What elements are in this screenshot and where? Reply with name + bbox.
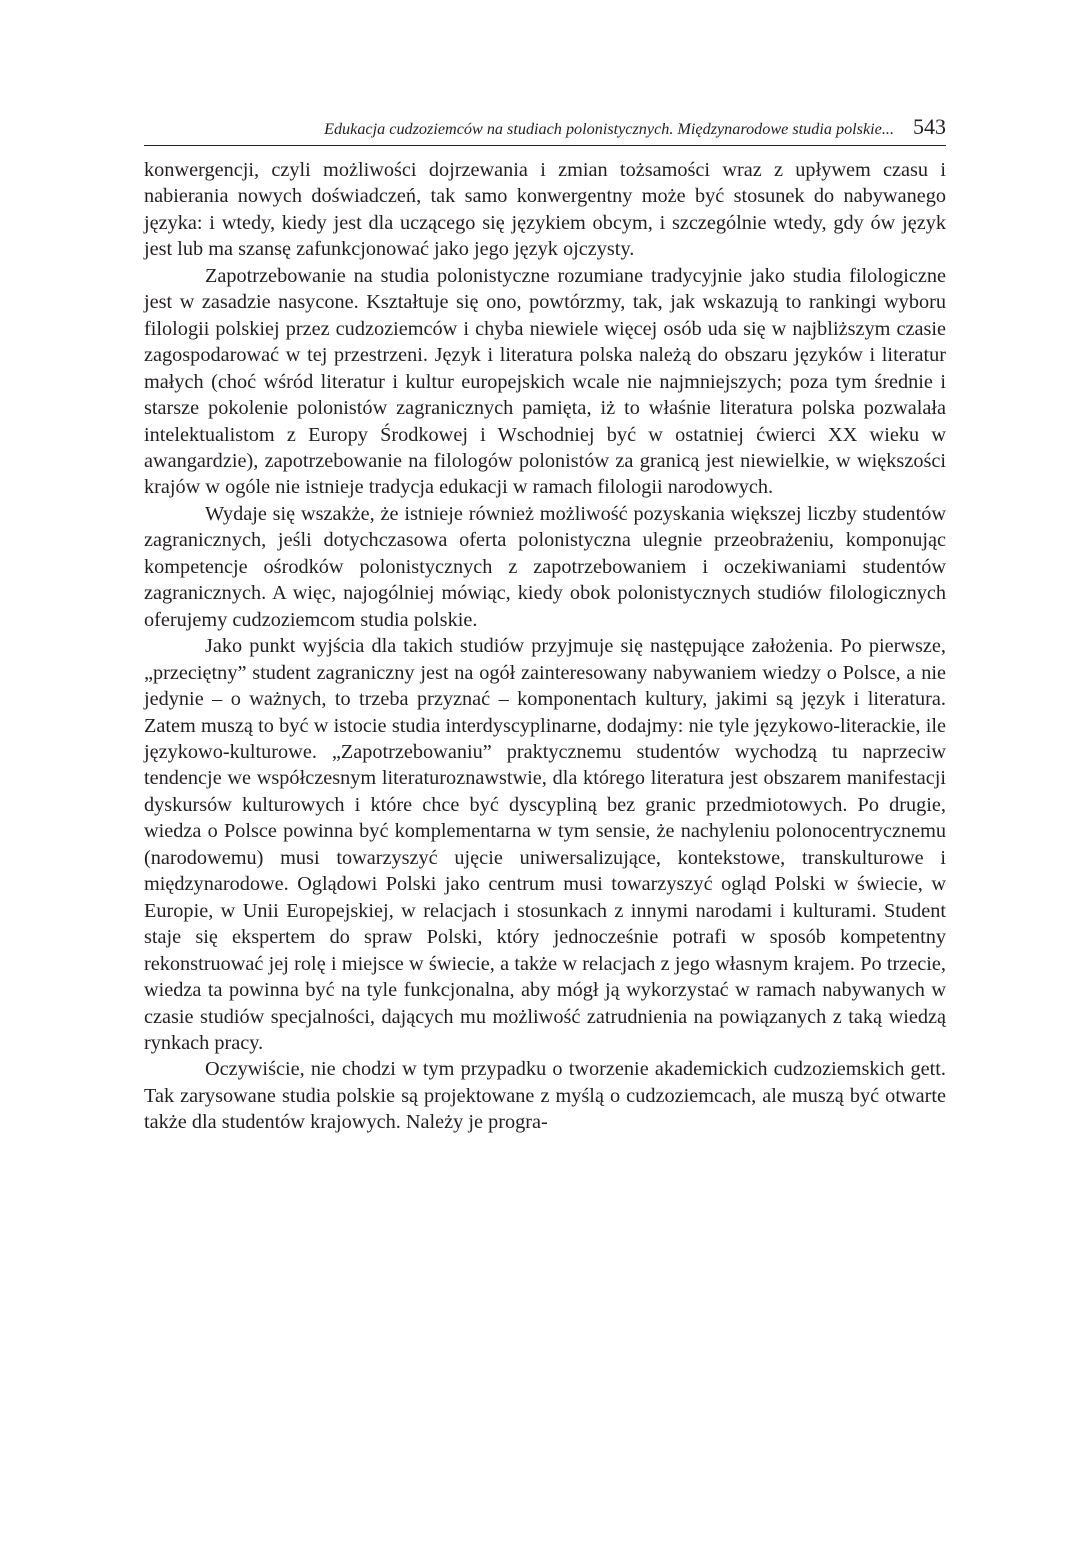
running-header <box>144 112 946 144</box>
paragraph: Zapotrzebowanie na studia polonistyczne rozumiane tradycyjnie jako studia filologiczne jest w zasadzie nasycone. Kształtuje się ono, powtórzmy, tak, jak wskazują to rankingi wyboru filologii polskiej przez cudzoziemców i chyba niewiele więcej osób uda się w najbliższym czasie zagospodarować w tej przestrzeni. Język i literatura polska należą do obszaru języków i literatur małych (choć wśród literatur i kultur europejskich wcale nie najmniejszych; poza tym średnie i starsze pokolenie polonistów zagranicznych pamięta, iż to właśnie literatura polska pozwalała intelektualistom z Europy Środkowej i Wschodniej być w ostatniej ćwierci XX wieku w awangardzie), zapotrzebowanie na filologów polonistów za granicą jest niewielkie, w większości krajów w ogóle nie istnieje tradycja edukacji w ramach filologii narodowych. <box>144 264 946 499</box>
paragraph: Jako punkt wyjścia dla takich studiów przyjmuje się następujące założenia. Po pierwsze, „przeciętny” student zagraniczny jest na ogół zainteresowany nabywaniem wiedzy o Polsce, a nie jedynie – o ważnych, to trzeba przyznać – komponentach kultury, jakimi są język i literatura. Zatem muszą to być w istocie studia interdyscyplinarne, dodajmy: nie tyle językowo-literackie, ile językowo-kulturowe. „Zapotrzebowaniu” praktycznemu studentów wychodzą tu naprzeciw tendencje we współczesnym literaturoznawstwie, dla którego literatura jest obszarem manifestacji dyskursów kulturowych i które chce być dyscypliną bez granic przedmiotowych. Po drugie, wiedza o Polsce powinna być komplementarna w tym sensie, że nachyleniu polonocentrycznemu (narodowemu) musi towarzyszyć ujęcie uniwersalizujące, kontekstowe, transkulturowe i międzynarodowe. Oglądowi Polski jako centrum musi towarzyszyć ogląd Polski w świecie, w Europie, w Unii Europejskiej, w relacjach i stosunkach z innymi narodami i kulturami. Student staje się ekspertem do spraw Polski, który jednocześnie potrafi w sposób kompetentny rekonstruować jej rolę i miejsce w świecie, a także w relacjach z jego własnym krajem. Po trzecie, wiedza ta powinna być na tyle funkcjonalna, aby mógł ją wykorzystać w ramach nabywanych w czasie studiów specjalności, dających mu możliwość zatrudnienia na powiązanych z taką wiedzą rynkach pracy. <box>144 635 946 1054</box>
page-number: 543 <box>913 114 946 139</box>
paragraph: Wydaje się wszakże, że istnieje również możliwość pozyskania większej liczby studentów zagranicznych, jeśli dotychczasowa oferta polonistyczna ulegnie przeobrażeniu, komponując kompetencje ośrodków polonistycznych z zapotrzebowaniem i oczekiwaniami studentów zagranicznych. A więc, najogólniej mówiąc, kiedy obok polonistycznych studiów filologicznych oferujemy cudzoziemcom studia polskie. <box>144 502 946 631</box>
paragraph: konwergencji, czyli możliwości dojrzewania i zmian tożsamości wraz z upływem czasu i nabierania nowych doświadczeń, tak samo konwergentny może być stosunek do nabywanego języka: i wtedy, kiedy jest dla uczącego się językiem obcym, i szczególnie wtedy, gdy ów język jest lub ma szansę zafunkcjonować jako jego język ojczysty. <box>144 159 946 261</box>
running-header-title: Edukacja cudzoziemców na studiach polonistycznych. Międzynarodowe studia polskie... <box>324 120 894 138</box>
body-text <box>144 157 946 1136</box>
header-rule <box>144 145 946 146</box>
paragraph: Oczywiście, nie chodzi w tym przypadku o tworzenie akademickich cudzoziemskich gett. Tak zarysowane studia polskie są projektowane z myślą o cudzoziemcach, ale muszą być otwarte także dla studentów krajowych. Należy je progra- <box>144 1058 946 1134</box>
